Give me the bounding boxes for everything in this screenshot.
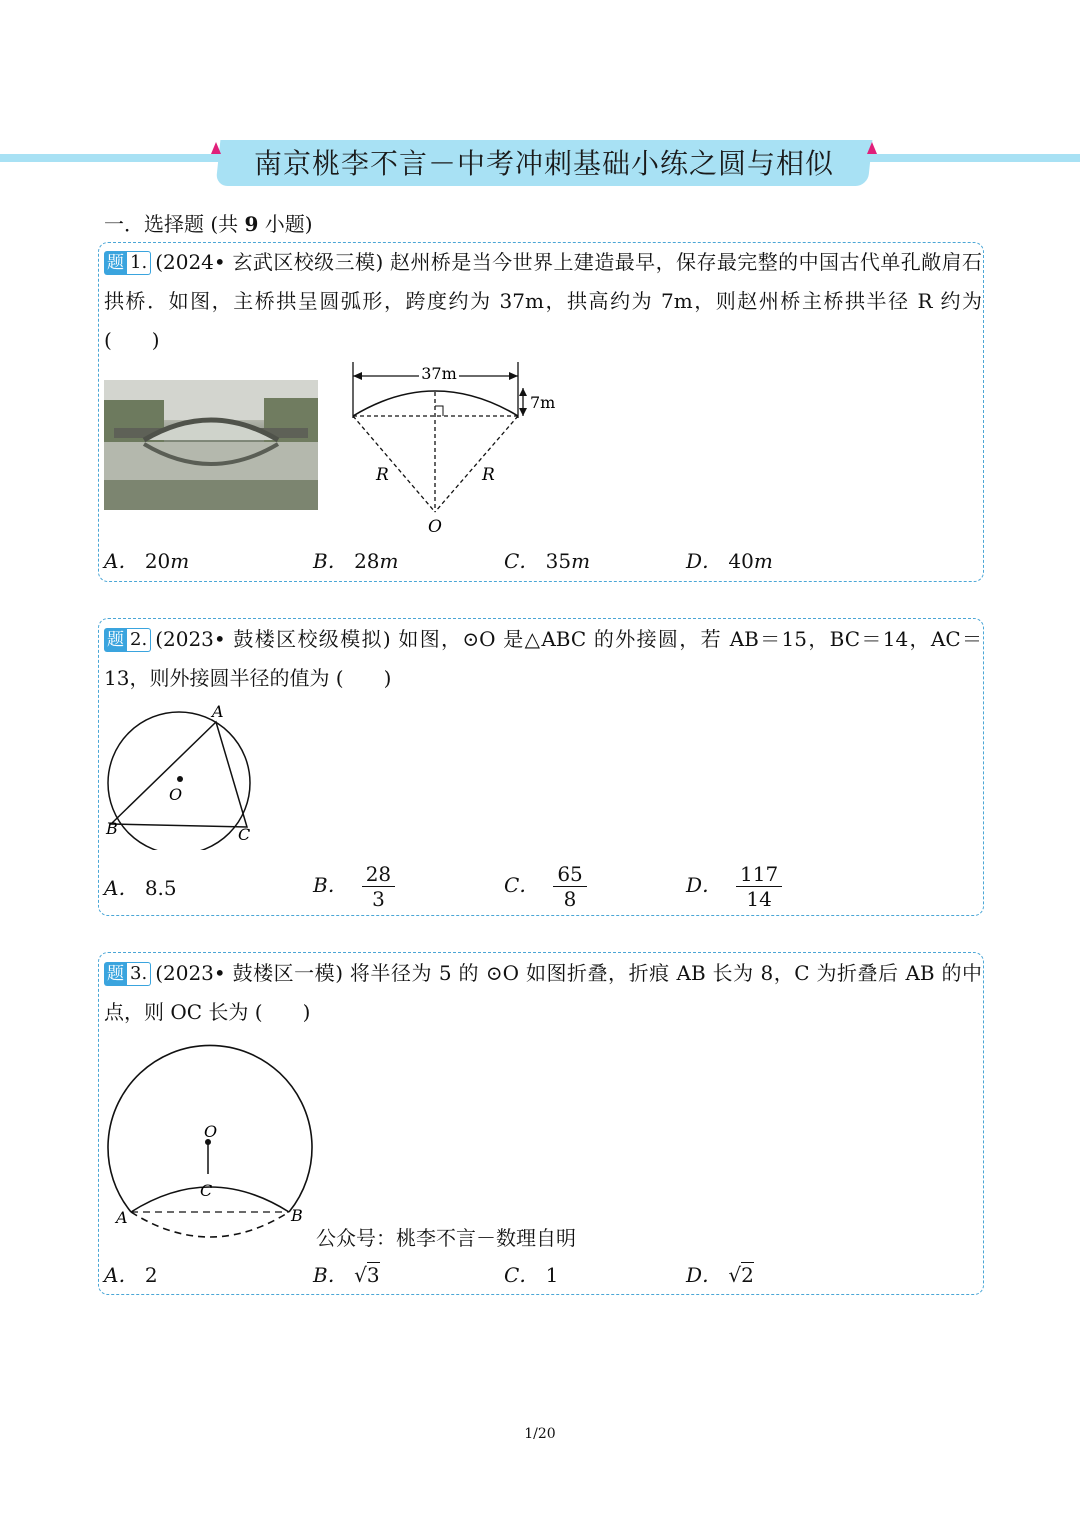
question-2-number: 2. — [127, 628, 151, 652]
section-suffix: 小题) — [258, 212, 313, 236]
page-title: 南京桃李不言－中考冲刺基础小练之圆与相似 — [253, 147, 834, 180]
q3-option-a[interactable]: A． 2 — [104, 1263, 158, 1287]
section-prefix: 一．选择题 (共 — [104, 212, 245, 236]
center-o-label: O — [169, 785, 183, 804]
vertex-a-label: A — [212, 702, 224, 721]
question-3-text: (2023• 鼓楼区一模) 将半径为 5 的 ⊙O 如图折叠，折痕 AB 长为 8，C 为折叠后 AB 的中点，则 OC 长为 ( ) — [104, 961, 982, 1024]
question-3-number: 3. — [127, 962, 151, 986]
question-1-number: 1. — [127, 251, 151, 275]
point-a-label: A — [116, 1208, 128, 1227]
point-b-label: B — [291, 1206, 303, 1225]
folded-circle-diagram — [100, 1036, 320, 1248]
vertex-b-label: B — [106, 819, 118, 838]
sqrt-icon: √ — [728, 1263, 742, 1287]
question-1-text: (2024• 玄武区校级三模) 赵州桥是当今世界上建造最早，保存最完整的中国古代单孔敞肩石拱桥．如图，主桥拱呈圆弧形，跨度约为 37m，拱高约为 7m，则赵州桥主桥拱半径 R 约为 ( ) — [104, 250, 982, 352]
q3-option-b[interactable]: B． √3 — [313, 1263, 380, 1287]
center-o-label: O — [204, 1122, 218, 1141]
point-c-label: C — [200, 1181, 213, 1200]
question-tag: 题 — [104, 962, 127, 986]
q2-option-c[interactable]: C． $\frac{65}{8}$ — [504, 862, 587, 911]
question-1-text-block — [104, 243, 982, 360]
circumcircle-diagram — [100, 700, 260, 850]
radius-label-right: R — [482, 465, 495, 485]
section-heading — [104, 208, 313, 237]
span-label: 37m — [421, 364, 457, 383]
watermark-text: 公众号：桃李不言－数理自明 — [316, 1226, 576, 1250]
q1-option-c[interactable]: C． 35m — [504, 549, 591, 573]
q1-option-b[interactable]: B． 28m — [313, 549, 399, 573]
height-label: 7m — [530, 393, 556, 412]
center-label: O — [428, 517, 442, 537]
q2-option-a[interactable]: A． 8.5 — [104, 876, 177, 900]
sqrt-icon: √ — [354, 1263, 367, 1287]
arch-diagram — [340, 362, 570, 540]
q3-option-c[interactable]: C． 1 — [504, 1263, 559, 1287]
q2-option-b[interactable]: B． $\frac{28}{3}$ — [313, 862, 395, 911]
radius-label-left: R — [376, 465, 389, 485]
question-tag: 题 — [104, 628, 127, 652]
question-3-text-block — [104, 954, 982, 1032]
q1-option-d[interactable]: D． 40m — [686, 549, 773, 573]
question-2-text-block — [104, 620, 982, 698]
page-number: 1/20 — [524, 1426, 556, 1442]
question-2-text: (2023• 鼓楼区校级模拟) 如图，⊙O 是△ABC 的外接圆，若 AB＝15，BC＝14，AC＝13，则外接圆半径的值为 ( ) — [104, 627, 982, 690]
vertex-c-label: C — [238, 825, 251, 844]
zhaozhou-bridge-photo — [104, 380, 318, 510]
question-tag: 题 — [104, 251, 127, 275]
section-count: 9 — [244, 212, 259, 236]
q3-option-d[interactable]: D． √2 — [686, 1263, 754, 1287]
q1-option-a[interactable]: A． 20m — [104, 549, 190, 573]
q2-option-d[interactable]: D． $\frac{117}{14}$ — [686, 862, 782, 911]
